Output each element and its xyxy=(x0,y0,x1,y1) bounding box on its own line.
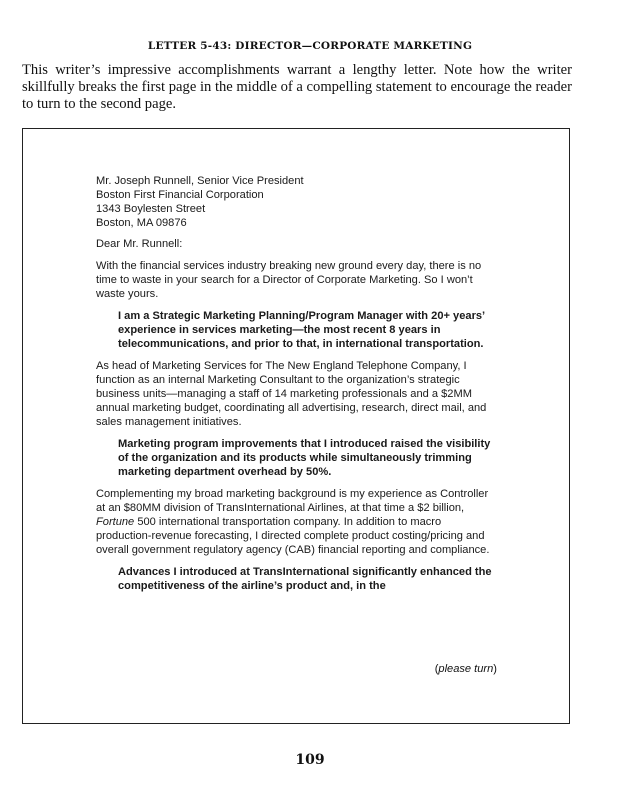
please-turn-note: (please turn) xyxy=(434,663,497,675)
recipient-street: 1343 Boylesten Street xyxy=(96,203,206,215)
highlight-transinternational: Advances I introduced at TransInternational significantly enhanced the competitiveness of the airline’s product and, in the xyxy=(118,566,492,592)
opening-paragraph: With the financial services industry breaking new ground every day, there is no time to waste in your search for a Director of Corporate Marketing. So I won’t waste yours. xyxy=(96,260,482,300)
page-number: 109 xyxy=(295,752,325,768)
please-turn-text: please turn xyxy=(438,663,494,675)
page-header-title: LETTER 5-43: DIRECTOR—CORPORATE MARKETING xyxy=(147,40,473,52)
controller-paragraph-end: 500 international transportation company. In addition to macro production-revenue forecasting, I directed complete product costing/pricing and overall government regulatory agency (CAB) financial reporting and compliance. xyxy=(96,516,490,556)
letter-body xyxy=(96,174,496,593)
recipient-city: Boston, MA 09876 xyxy=(96,217,187,229)
controller-paragraph xyxy=(96,487,496,557)
recipient-address xyxy=(96,174,496,230)
intro-paragraph: This writer’s impressive accomplishments warrant a lengthy letter. Note how the writer skillfully breaks the first page in the middle of a compelling statement to encourage the reader to turn to the second page. xyxy=(22,62,572,112)
telephone-company-paragraph: As head of Marketing Services for The New England Telephone Company, I function as an internal Marketing Consultant to the organization’s strategic business units—managing a staff of 14 marketing professionals and a $2MM annual marketing budget, coordinating all advertising, research, direct mail, and sales management initiatives. xyxy=(96,360,487,428)
recipient-name-title: Mr. Joseph Runnell, Senior Vice President xyxy=(96,175,304,187)
recipient-company: Boston First Financial Corporation xyxy=(96,189,264,201)
highlight-summary: I am a Strategic Marketing Planning/Program Manager with 20+ years’ experience in services marketing—the most recent 8 years in telecommunications, and prior to that, in international transportation. xyxy=(118,310,485,350)
highlight-marketing-improvements: Marketing program improvements that I introduced raised the visibility of the organization and its products while simultaneously trimming marketing department overhead by 50%. xyxy=(118,438,491,478)
fortune-italic: Fortune xyxy=(96,516,135,528)
salutation: Dear Mr. Runnell: xyxy=(96,238,183,250)
controller-paragraph-start: Complementing my broad marketing background is my experience as Controller at an $80MM division of TransInternational Airlines, at that time a $2 billion, xyxy=(96,488,489,514)
